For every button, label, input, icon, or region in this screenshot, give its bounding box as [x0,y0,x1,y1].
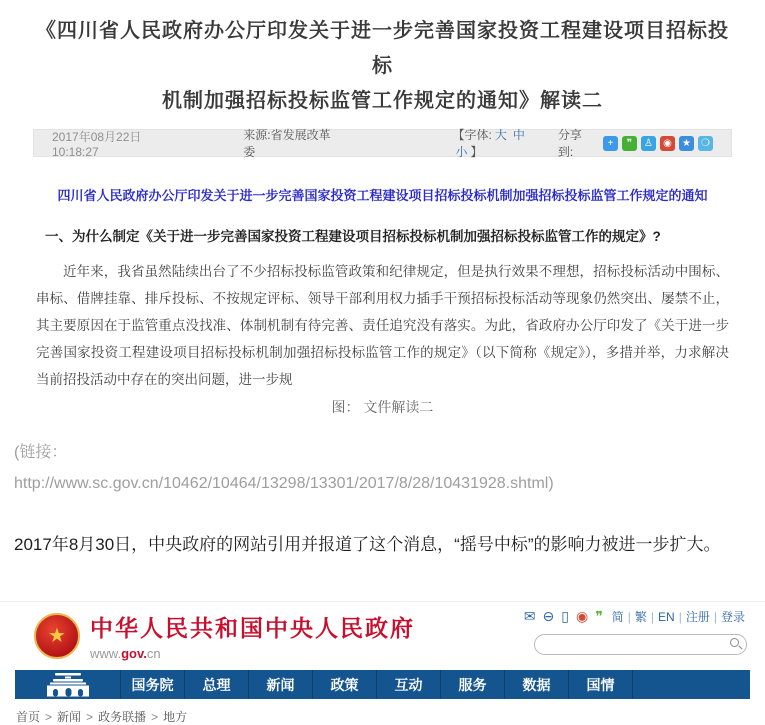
lang-traditional-link[interactable]: 繁 [634,610,647,624]
qzone-share-icon[interactable]: ★ [679,136,694,151]
search-magnifier-icon[interactable] [730,638,739,647]
gov-header [0,602,765,668]
url-gov: gov. [121,646,147,661]
nav-item-state-council[interactable]: 国务院 [120,670,184,699]
document-body: 近年来，我省虽然陆续出台了不少招标投标监管政策和纪律规定，但是执行效果不理想，招标投标活动中围标、串标、借牌挂靠、排斥投标、不按规定评标、领导干部利用权力插手干预招标投标活动等现象仍然突出、屡禁不止，其主要原因在于监管重点没找准、体制机制有待完善、责任追究没有落实。为此，省政府办公厅印发了《关于进一步完善国家投资工程建设项目招标投标机制加强招标投标监管工作的规定》（以下简称《规定》），多措并举，力求解决当前招投活动中存在的突出问题，进一步规 [36,264,729,387]
nav-item-services[interactable]: 服务 [440,670,504,699]
url-cn: cn [146,646,161,661]
link-separator: | [627,609,631,624]
breadcrumb-news[interactable]: 新闻 [57,710,82,724]
breadcrumb-separator: > [86,710,94,724]
mobile-icon[interactable]: ▯ [561,608,569,624]
publish-datetime: 2017年08月22日 10:18:27 [52,129,142,159]
source-label: 来源:省发展改革委 [243,128,331,159]
article-title-line1: 《四川省人民政府办公厅印发关于进一步完善国家投资工程建设项目招标投标 [36,20,729,77]
font-size-small[interactable]: 小 [455,145,468,159]
nav-item-national-conditions[interactable]: 国情 [568,670,632,699]
lang-en-link[interactable]: EN [658,609,675,624]
gov-site-title: 中华人民共和国中央人民政府 [90,615,415,641]
source-link-block [14,437,751,499]
share-more-icon[interactable]: + [603,136,618,151]
share-label: 分享到: [557,128,582,159]
gov-website-screenshot [0,601,765,725]
weibo-icon[interactable]: ◉ [576,608,589,624]
link-separator: | [650,609,655,624]
source-link-url[interactable]: http://www.sc.gov.cn/10462/10464/13298/13301/2017/8/28/10431928.shtml) [14,475,554,492]
tiananmen-icon [45,672,91,698]
breadcrumb-gov-broadcast[interactable]: 政务联播 [98,710,147,724]
nav-filler [632,670,750,699]
breadcrumb-separator: > [151,710,159,724]
font-size-control [453,126,558,160]
nav-item-interaction[interactable]: 互动 [376,670,440,699]
document-question: 一、为什么制定《关于进一步完善国家投资工程建设项目招标投标机制加强招标投标监管工作的规定》? [45,229,661,244]
link-prefix: (链接： [14,444,68,461]
accessibility-icon[interactable]: ⊖ [542,608,555,624]
nav-item-data[interactable]: 数据 [504,670,568,699]
article-title-line2: 机制加强招标投标监管工作规定的通知》解读二 [162,90,603,112]
document-heading: 四川省人民政府办公厅印发关于进一步完善国家投资工程建设项目招标投标机制加强招标投标监管工作规定的通知 [57,188,708,203]
nav-home-tiananmen-icon[interactable] [15,670,120,699]
font-size-large[interactable]: 大 [494,128,507,142]
share-icons [603,136,713,151]
link-separator: | [678,609,682,624]
article-title [30,14,735,119]
lang-simplified-link[interactable]: 简 [611,610,624,624]
gov-header-right [524,608,747,655]
nav-item-news[interactable]: 新闻 [248,670,312,699]
gov-site-url [90,646,415,661]
gov-nav-bar [15,670,750,699]
baidu-share-icon[interactable]: ❍ [698,136,713,151]
mail-icon[interactable]: ✉ [523,608,536,624]
share-bar [558,126,713,160]
article-meta-bar [33,129,732,157]
breadcrumb [16,708,749,725]
breadcrumb-local[interactable]: 地方 [163,710,188,724]
wechat-share-icon[interactable]: ❞ [622,136,637,151]
gov-search-input[interactable] [534,634,747,655]
national-emblem-logo [34,613,80,659]
nav-item-policy[interactable]: 政策 [312,670,376,699]
gov-header-icons [524,608,747,625]
wechat-icon[interactable]: ❞ [595,608,603,624]
qq-share-icon[interactable]: ♙ [641,136,656,151]
gov-title-column [90,610,415,661]
figure-caption: 图： 文件解读二 [331,399,434,415]
commentary-paragraph: 2017年8月30日，中央政府的网站引用并报道了这个消息，“摇号中标”的影响力被进一步扩大。 [14,535,721,554]
gov-lang-links [610,608,747,625]
weibo-share-icon[interactable]: ◉ [660,136,675,151]
breadcrumb-separator: > [45,710,53,724]
font-size-label: 【字体: [452,128,492,142]
url-www: www. [90,646,122,661]
breadcrumb-home[interactable]: 首页 [16,710,41,724]
emblem-star-icon: ★ [48,624,66,647]
font-size-medium[interactable]: 中 [512,128,525,142]
link-separator: | [713,609,717,624]
nav-item-premier[interactable]: 总理 [184,670,248,699]
gov-search-box [534,634,747,655]
register-link[interactable]: 注册 [685,610,710,624]
font-size-label-end: 】 [470,145,483,159]
login-link[interactable]: 登录 [720,610,745,624]
